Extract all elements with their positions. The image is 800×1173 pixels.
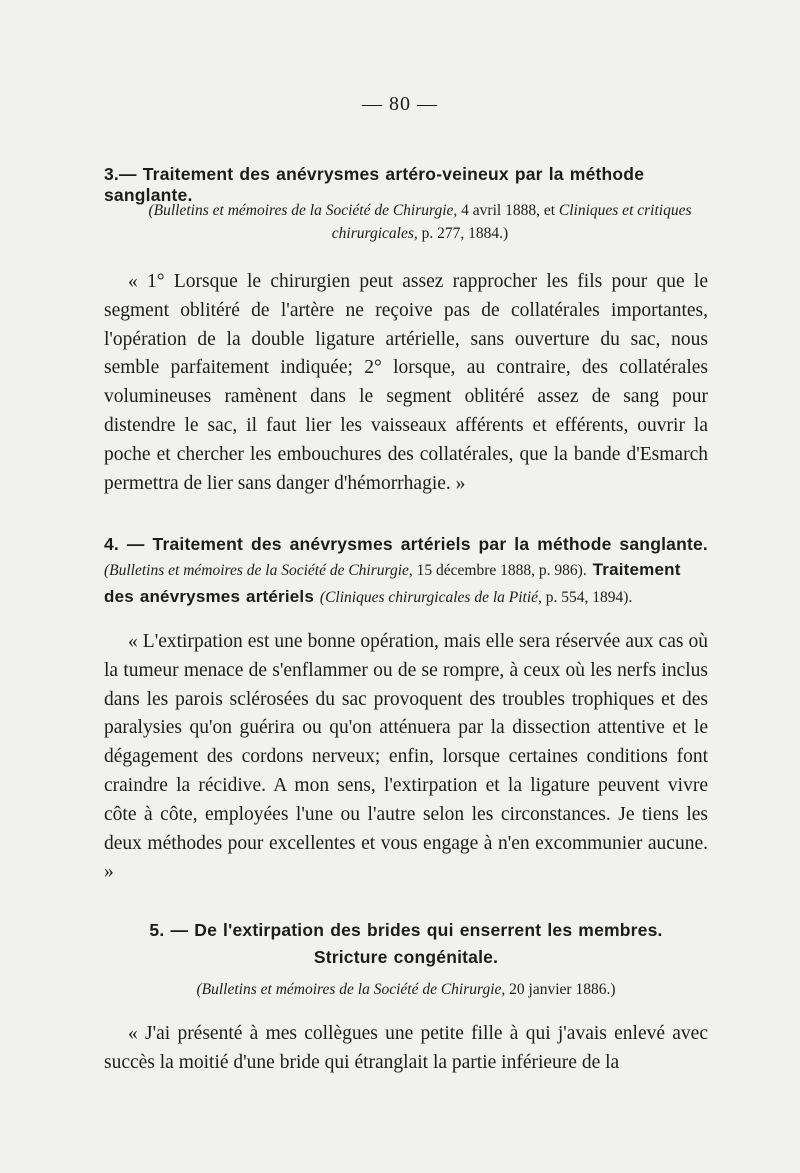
reference-source: (Bulletins et mémoires de la Société de Chirurgie, [104,562,413,579]
section-3-quote: « 1° Lorsque le chirurgien peut assez rapprocher les fils pour que le segment oblitéré de l'artère ne reçoive pas de collatérales importantes, l'opération de la double ligature artérielle, sans ouverture du sac, nous semble parfaitement indiquée; 2° lorsque, au contraire, des collatérales volumineuses ramènent dans le segment oblitéré assez de sang pour distendre le sac, il faut lier les vaisseaux afférents et efférents, ouvrir la poche et chercher les embouchures des collatérales, que la bande d'Esmarch permettra de lier sans danger d'hémorrhagie. » [104,271,708,494]
reference-source: Cliniques et critiques chirurgicales, [331,202,692,242]
reference-source: (Bulletins et mémoires de la Société de Chirurgie, [196,981,506,998]
section-4-reference [104,557,708,611]
reference-date: 4 avril 1888, et [457,202,559,219]
section-5-subtitle: Stricture congénitale. [313,947,499,967]
reference-source: (Bulletins et mémoires de la Société de Chirurgie, [148,202,458,219]
section-3-title: 3.— Traitement des anévrysmes artéro-veineux par la méthode sanglante. [104,164,645,205]
reference-date: 20 janvier 1886.) [505,981,616,998]
reference-source: (Cliniques chirurgicales de la Pitié, [319,589,542,606]
reference-page: p. 554, 1894). [541,589,633,606]
section-4-quote: « L'extirpation est une bonne opération, mais elle sera réservée aux cas où la tumeur menace de s'enflammer ou de se rompre, à ceux où les nerfs inclus dans les parois sclérosées du sac provoquent des troubles trophiques et des paralysies qu'on guérira ou qu'on atténuera par la dissection attentive et le dégagement des cordons nerveux; enfin, lorsque certaines conditions font craindre la récidive. A mon sens, l'extirpation et la ligature peuvent vivre côte à côte, employées l'une ou l'autre selon les circonstances. Je tiens les deux méthodes pour excellentes et vous engage à n'en excommunier aucune. » [104,631,708,883]
page-number: — 80 — [362,93,438,115]
section-3-reference [132,199,708,245]
section-4-subtitle: Traitement des anévrysmes artériels [104,560,681,606]
reference-date: 15 décembre 1888, p. 986). [412,562,587,579]
reference-page: p. 277, 1884.) [417,225,509,242]
section-5-title-line: 5. — De l'extirpation des brides qui enserrent les membres. [149,920,663,940]
section-5-quote: « J'ai présenté à mes collègues une petite fille à qui j'avais enlevé avec succès la moitié d'une bride qui étranglait la partie inférieure de la [104,1023,708,1073]
section-4-title: 4. — Traitement des anévrysmes artériels par la méthode sanglante. [104,534,708,554]
section-5-title [104,917,708,971]
section-5-reference [104,978,708,1001]
